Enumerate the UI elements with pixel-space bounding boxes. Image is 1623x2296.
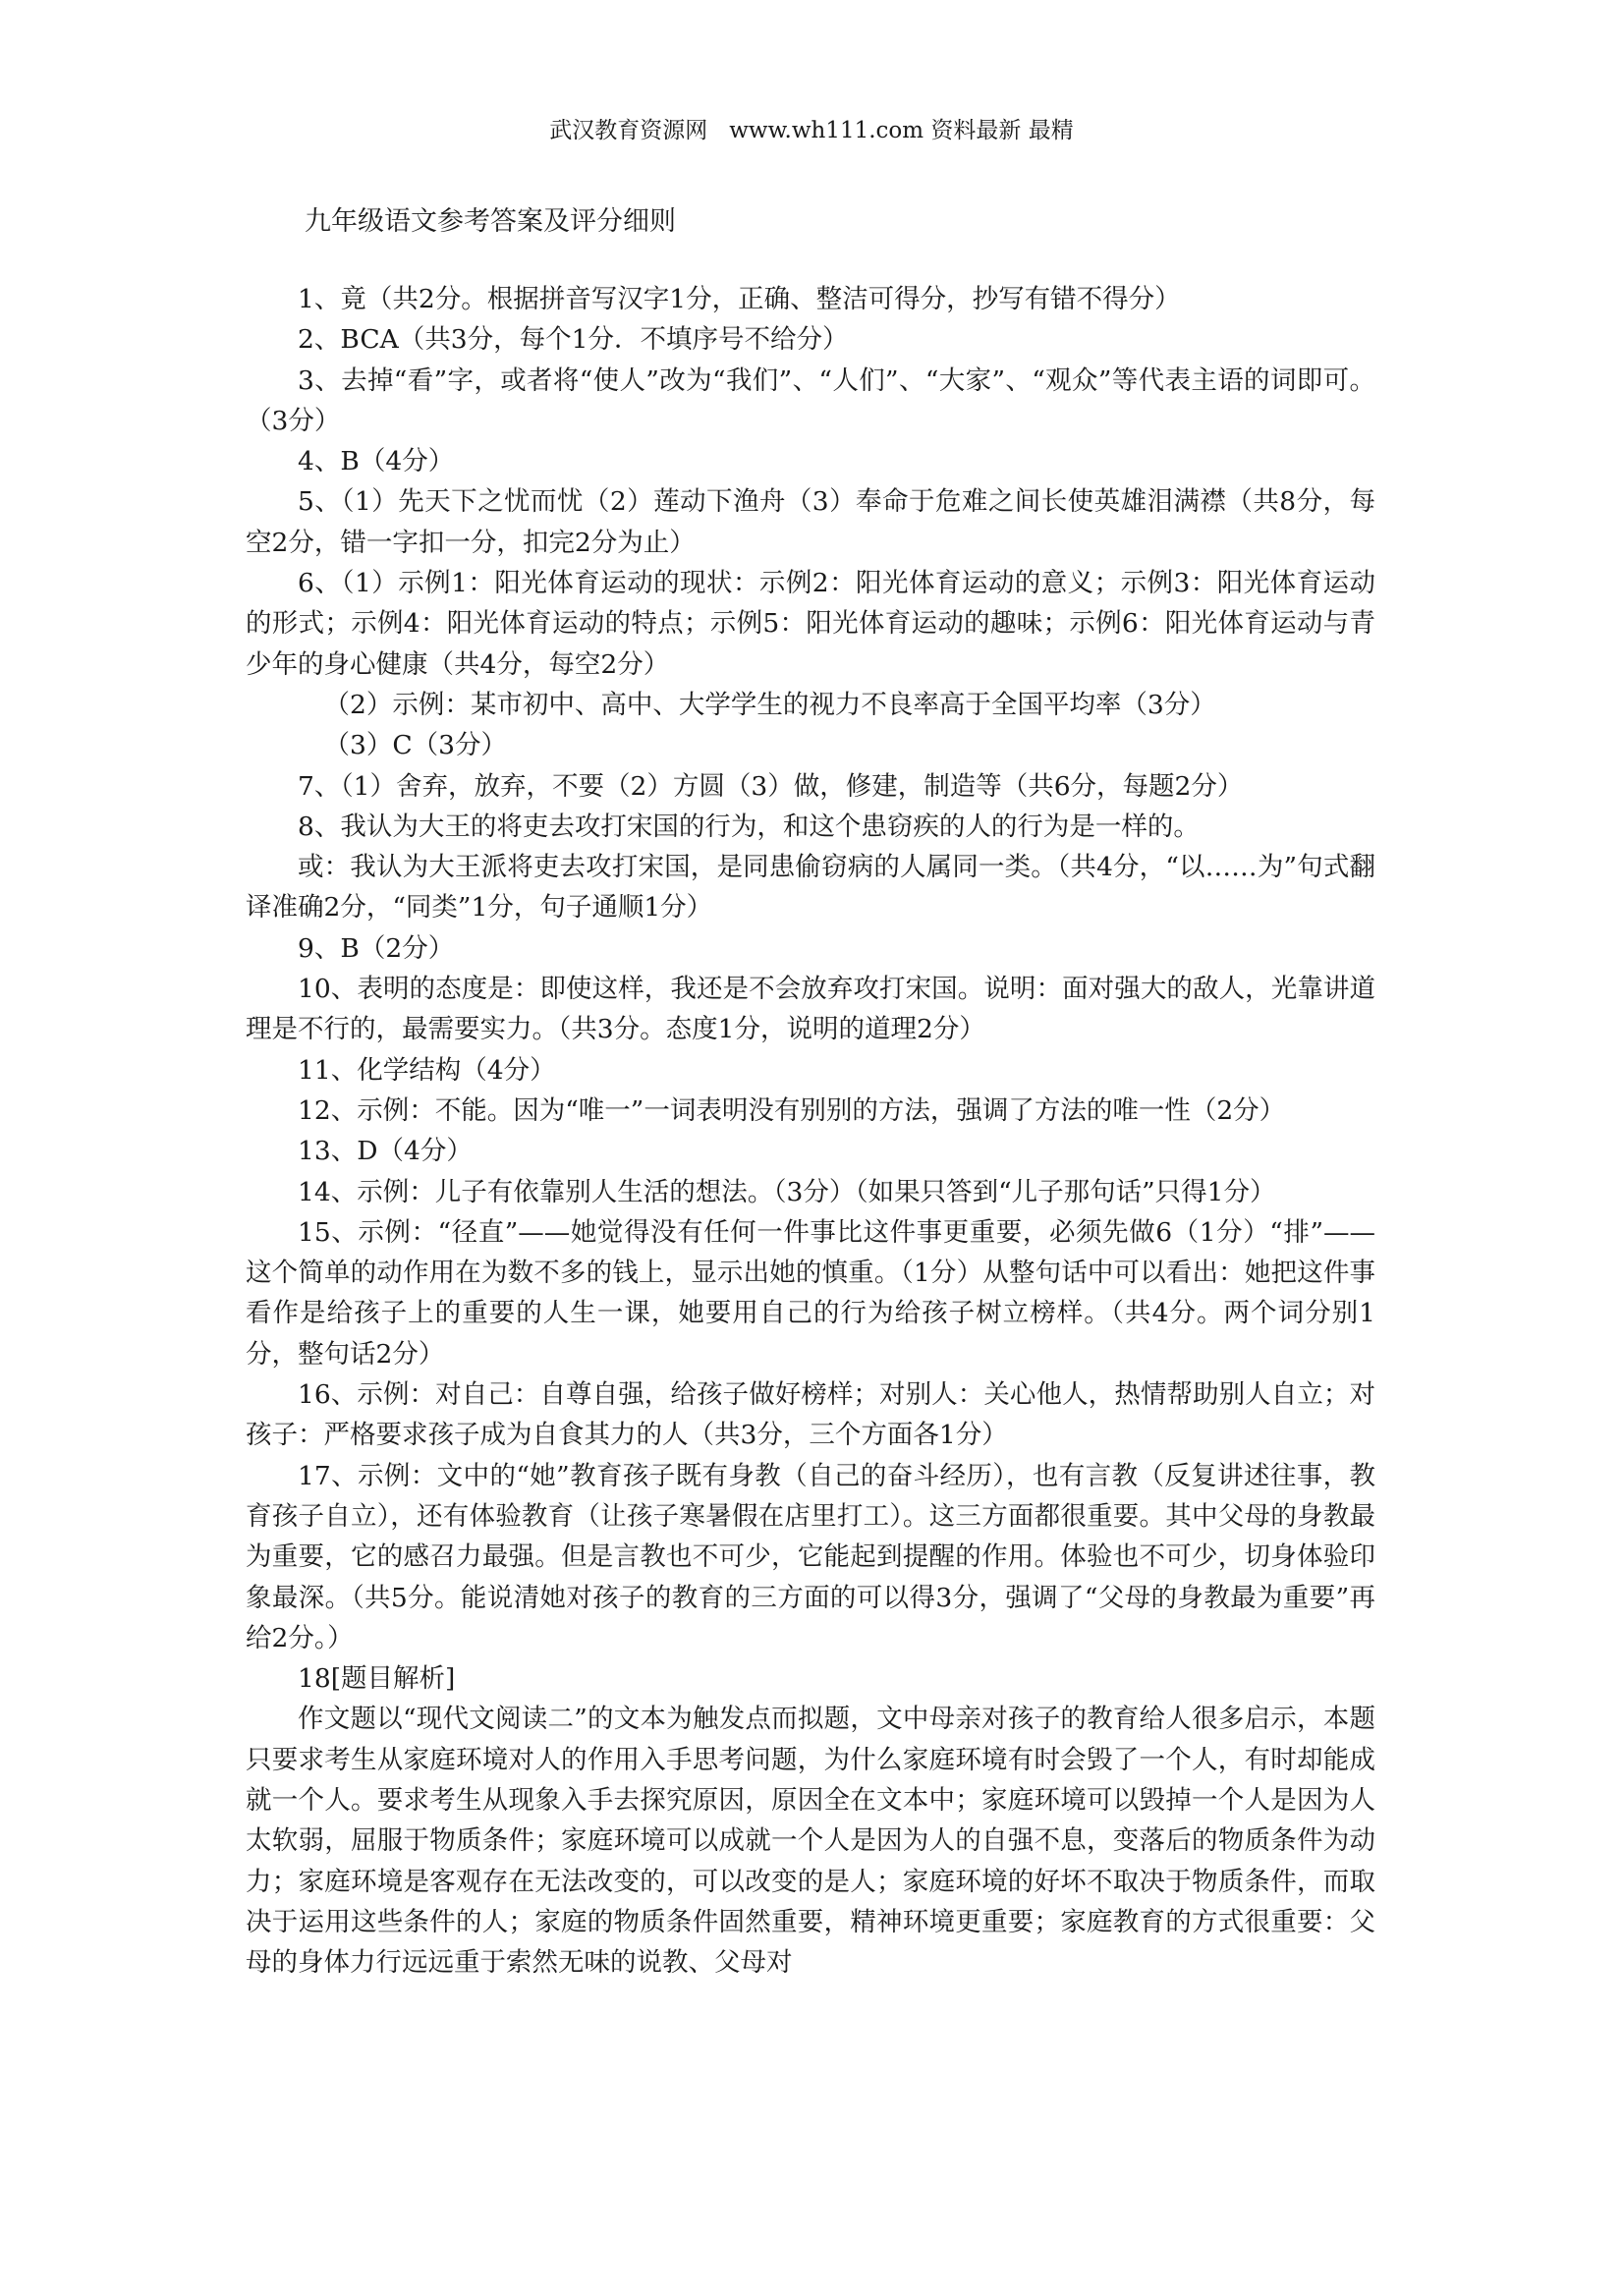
answer-paragraph-9: 9、B（2分） [298, 932, 455, 964]
answer-paragraph-15: 15、示例：“径直”——她觉得没有任何一件事比这件事更重要，必须先做6（1分）“排”——这个简单的动作用在为数不多的钱上，显示出她的慎重。（1分）从整句话中可以看出：她把这件事看作是给孩子上的重要的人生一课，她要用自己的行为给孩子树立榜样。（共4分。两个词分别1分，整句话2分） [246, 1216, 1375, 1370]
answer-paragraph-17: 17、示例：文中的“她”教育孩子既有身教（自己的奋斗经历），也有言教（反复讲述往事，教育孩子自立），还有体验教育（让孩子寒暑假在店里打工）。这三方面都很重要。其中父母的身教最为重要，它的感召力最强。但是言教也不可少，它能起到提醒的作用。体验也不可少，切身体验印象最深。（共5分。能说清她对孩子的教育的三方面的可以得3分，强调了“父母的身教最为重要”再给2分。） [246, 1460, 1375, 1653]
answer-paragraph-12: 12、示例：不能。因为“唯一”一词表明没有别别的方法，强调了方法的唯一性（2分） [298, 1094, 1286, 1126]
answer-paragraph-13: 13、D（4分） [298, 1136, 473, 1167]
answer-paragraph-3: 3、去掉“看”字，或者将“使人”改为“我们”、“人们”、“大家”、“观众”等代表主语的词即可。（3分） [246, 364, 1375, 436]
answer-paragraph-1: 1、竟（共2分。根据拼音写汉字1分，正确、整洁可得分，抄写有错不得分） [298, 284, 1181, 314]
answer-paragraph-6: 6、（1）示例1：阳光体育运动的现状：示例2：阳光体育运动的意义；示例3：阳光体育运动的形式；示例4：阳光体育运动的特点；示例5：阳光体育运动的趣味；示例6：阳光体育运动与青少年的身心健康（共4分，每空2分） [246, 568, 1375, 680]
answer-paragraph-2: 2、BCA（共3分，每个1分．不填序号不给分） [298, 324, 849, 356]
answer-paragraph-5: 5、（1）先天下之忧而忧（2）莲动下渔舟（3）奉命于危难之间长使英雄泪满襟（共8分，每空2分，错一字扣一分，扣完2分为止） [246, 486, 1375, 558]
answer-paragraph-16: 16、示例：对自己：自尊自强，给孩子做好榜样；对别人：关心他人，热情帮助别人自立；对孩子：严格要求孩子成为自食其力的人（共3分，三个方面各1分） [246, 1379, 1375, 1451]
answer-paragraph-18-analysis: 作文题以“现代文阅读二”的文本为触发点而拟题，文中母亲对孩子的教育给人很多启示，本题只要求考生从家庭环境对人的作用入手思考问题，为什么家庭环境有时会毁了一个人，有时却能成就一个人。要求考生从现象入手去探究原因，原因全在文本中；家庭环境可以毁掉一个人是因为人太软弱，屈服于物质条件；家庭环境可以成就一个人是因为人的自强不息，变落后的物质条件为动力；家庭环境是客观存在无法改变的，可以改变的是人；家庭环境的好坏不取决于物质条件，而取决于运用这些条件的人；家庭的物质条件固然重要，精神环境更重要；家庭教育的方式很重要：父母的身体力行远远重于索然无味的说教、父母对 [246, 1704, 1375, 1979]
answer-body [246, 279, 1375, 1983]
answer-paragraph-11: 11、化学结构（4分） [298, 1054, 556, 1086]
answer-paragraph-8-alt: 或：我认为大王派将吏去攻打宋国，是同患偷窃病的人属同一类。（共4分，“以……为”句式翻译准确2分，“同类”1分，句子通顺1分） [246, 852, 1375, 924]
answer-paragraph-18-heading: 18[题目解析] [298, 1663, 456, 1695]
answer-paragraph-14: 14、示例：儿子有依靠别人生活的想法。（3分）（如果只答到“儿子那句话”只得1分） [298, 1176, 1276, 1207]
answer-paragraph-7: 7、（1）舍弃，放弃，不要（2）方圆（3）做，修建，制造等（共6分，每题2分） [298, 770, 1244, 802]
site-header: 武汉教育资源网 www.wh111.com 资料最新 最精 [549, 118, 1074, 143]
answer-paragraph-6-2: （2）示例：某市初中、高中、大学学生的视力不良率高于全国平均率（3分） [323, 689, 1216, 720]
document-title: 九年级语文参考答案及评分细则 [305, 206, 676, 237]
answer-paragraph-6-3: （3）C（3分） [323, 730, 507, 761]
answer-paragraph-10: 10、表明的态度是：即使这样，我还是不会放弃攻打宋国。说明：面对强大的敌人，光靠讲道理是不行的，最需要实力。（共3分。态度1分，说明的道理2分） [246, 974, 1375, 1045]
answer-paragraph-8: 8、我认为大王的将吏去攻打宋国的行为，和这个患窃疾的人的行为是一样的。 [298, 811, 1200, 842]
answer-paragraph-4: 4、B（4分） [298, 446, 455, 477]
